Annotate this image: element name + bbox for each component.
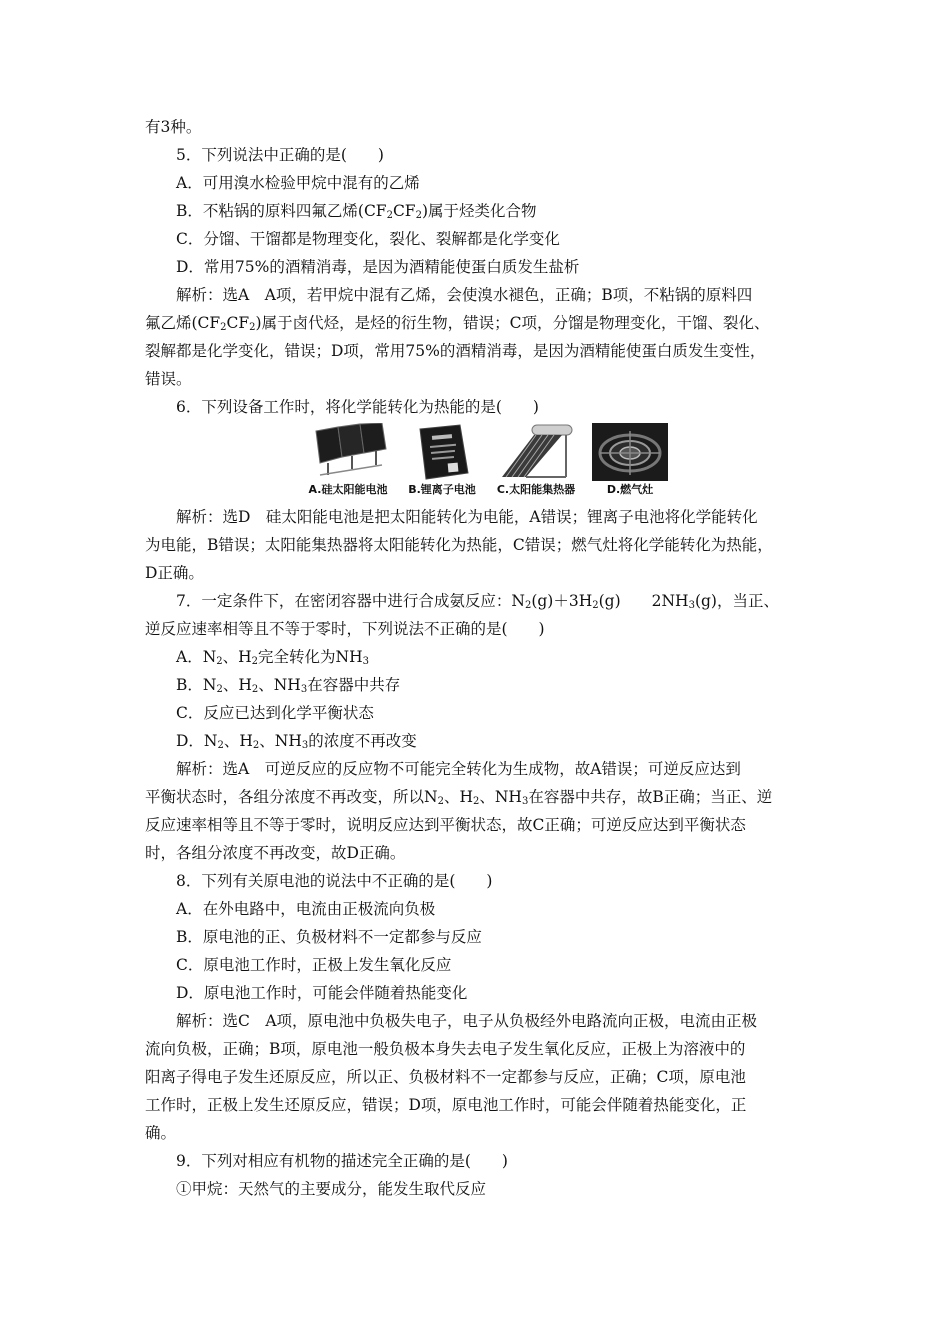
- answer-7-line: 解析：选A 可逆反应的反应物不可能完全转化为生成物，故A错误；可逆反应达到: [176, 760, 741, 778]
- answer-5-line: 解析：选A A项，若甲烷中混有乙烯，会使溴水褪色，正确；B项，不粘锅的原料四: [176, 286, 753, 304]
- answer-8-line: 流向负极，正确；B项，原电池一般负极本身失去电子发生氧化反应，正极上为溶液中的: [145, 1040, 746, 1058]
- answer-7-line: 反应速率相等且不等于零时，说明反应达到平衡状态，故C正确；可逆反应达到平衡状态: [145, 816, 746, 834]
- lithium-battery-image: [402, 423, 482, 481]
- figure-item-gas-stove: [586, 423, 674, 499]
- option-7d: D．$N_2$、$H_2$、$NH_3$的浓度不再改变: [176, 732, 417, 751]
- answer-7-line: 平衡状态时，各组分浓度不再改变，所以$N_2$、$H_2$、$NH_3$在容器中共存，故B正确；当正、逆: [145, 788, 773, 807]
- gas-stove-image: [590, 423, 670, 481]
- question-7: 7．一定条件下，在密闭容器中进行合成氨反应：$N_2(g)+3H_2(g)$ $2NH_3(g)$，当正、: [176, 592, 779, 611]
- answer-5-line: 氟乙烯$(CF_2CF_2)$属于卤代烃，是烃的衍生物，错误；C项，分馏是物理变化，干馏、裂化、: [145, 314, 770, 333]
- question-8: 8．下列有关原电池的说法中不正确的是( ): [176, 872, 493, 890]
- answer-8-line: 解析：选C A项，原电池中负极失电子，电子从负极经外电路流向正极，电流由正极: [176, 1012, 758, 1030]
- solar-panel-image: [308, 423, 388, 481]
- answer-8-line: 阳离子得电子发生还原反应，所以正、负极材料不一定都参与反应，正确；C项，原电池: [145, 1068, 746, 1086]
- question-7-cont: 逆反应速率相等且不等于零时，下列说法不正确的是( ): [145, 620, 545, 638]
- option-8b: B．原电池的正、负极材料不一定都参与反应: [176, 928, 482, 946]
- answer-8-line: 确。: [145, 1124, 177, 1142]
- question-5: 5．下列说法中正确的是( ): [176, 146, 384, 164]
- option-8d: D．原电池工作时，可能会伴随着热能变化: [176, 984, 468, 1002]
- option-7c: C．反应已达到化学平衡状态: [176, 704, 374, 722]
- option-8c: C．原电池工作时，正极上发生氧化反应: [176, 956, 452, 974]
- figure-caption: B.锂离子电池: [408, 483, 476, 496]
- question-6: 6．下列设备工作时，将化学能转化为热能的是( ): [176, 398, 539, 416]
- figure-item-solar-cell: [304, 423, 392, 499]
- page-content: [145, 113, 813, 1203]
- figure-item-solar-heater: [492, 423, 580, 499]
- device-figure: [165, 423, 813, 499]
- figure-caption: C.太阳能集热器: [496, 483, 576, 496]
- figure-item-lithium-battery: [398, 423, 486, 499]
- answer-6-line: 解析：选D 硅太阳能电池是把太阳能转化为电能，A错误；锂离子电池将化学能转化: [176, 508, 758, 526]
- option-5b: B．不粘锅的原料四氟乙烯$(CF_2CF_2)$属于烃类化合物: [176, 202, 537, 221]
- question-9: 9．下列对相应有机物的描述完全正确的是( ): [176, 1152, 508, 1170]
- option-7b: B．$N_2$、$H_2$、$NH_3$在容器中共存: [176, 676, 401, 695]
- answer-5-line: 裂解都是化学变化，错误；D项，常用75%的酒精消毒，是因为酒精能使蛋白质发生变性，: [145, 342, 766, 360]
- figure-caption: D.燃气灶: [606, 483, 654, 496]
- solar-heater-image: [496, 423, 576, 481]
- answer-6-line: 为电能，B错误；太阳能集热器将太阳能转化为热能，C错误；燃气灶将化学能转化为热能，: [145, 536, 773, 554]
- option-7a: A．$N_2$、$H_2$完全转化为$NH_3$: [176, 648, 370, 667]
- text-line: 有3种。: [145, 118, 202, 136]
- option-9-1: ①甲烷：天然气的主要成分，能发生取代反应: [176, 1180, 487, 1198]
- answer-8-line: 工作时，正极上发生还原反应，错误；D项，原电池工作时，可能会伴随着热能变化，正: [145, 1096, 747, 1114]
- answer-6-line: D正确。: [145, 564, 204, 582]
- option-5d: D．常用75%的酒精消毒，是因为酒精能使蛋白质发生盐析: [176, 258, 580, 276]
- answer-7-line: 时，各组分浓度不再改变，故D正确。: [145, 844, 406, 862]
- option-5a: A．可用溴水检验甲烷中混有的乙烯: [176, 174, 420, 192]
- answer-5-line: 错误。: [145, 370, 192, 388]
- option-5c: C．分馏、干馏都是物理变化，裂化、裂解都是化学变化: [176, 230, 560, 248]
- figure-caption: A.硅太阳能电池: [308, 483, 388, 496]
- option-8a: A．在外电路中，电流由正极流向负极: [176, 900, 436, 918]
